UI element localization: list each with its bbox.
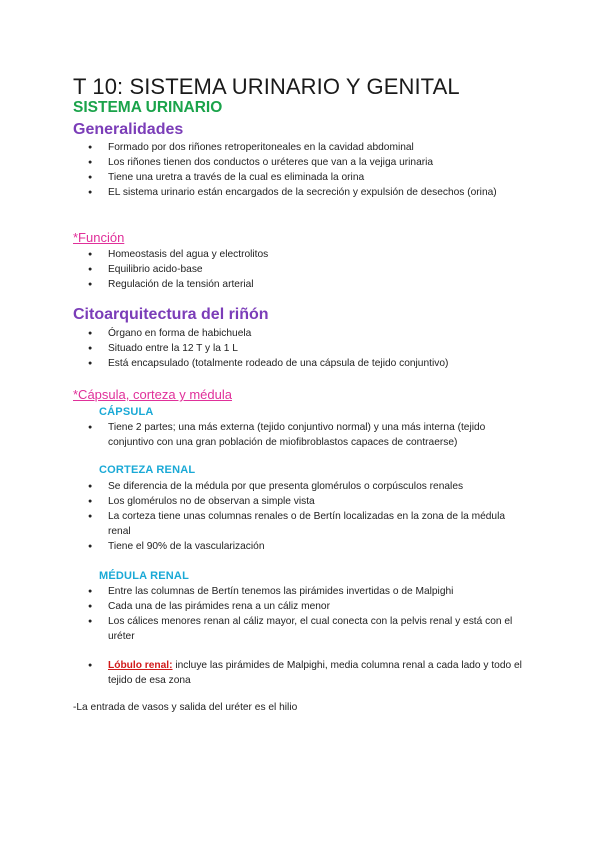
list-item: ● Situado entre la 12 T y la 1 L xyxy=(84,341,524,356)
list-item: ● Homeostasis del agua y electrolitos xyxy=(84,247,524,262)
subheading-corteza-renal: CORTEZA RENAL xyxy=(99,464,196,476)
list-item: ● Está encapsulado (totalmente rodeado de una cápsula de tejido conjuntivo) xyxy=(84,356,524,371)
heading-citoarquitectura: Citoarquitectura del riñón xyxy=(73,306,269,323)
list-citoarquitectura xyxy=(84,326,524,371)
page-title: T 10: SISTEMA URINARIO Y GENITAL xyxy=(73,74,460,99)
list-item: ● Se diferencia de la médula por que presenta glomérulos o corpúsculos renales xyxy=(84,479,524,494)
list-item-lobulo xyxy=(84,658,524,688)
heading-capsula-corteza-medula: *Cápsula, corteza y médula xyxy=(73,387,232,402)
list-corteza xyxy=(84,479,524,554)
list-item: ● Cada una de las pirámides rena a un cáliz menor xyxy=(84,599,524,614)
list-generalidades xyxy=(84,140,524,200)
list-capsula xyxy=(84,420,524,450)
list-item: ● Entre las columnas de Bertín tenemos las pirámides invertidas o de Malpighi xyxy=(84,584,524,599)
lobulo-label: Lóbulo renal: xyxy=(108,660,173,671)
heading-generalidades: Generalidades xyxy=(73,121,184,138)
list-item: ● Tiene una uretra a través de la cual es eliminada la orina xyxy=(84,170,524,185)
list-item: ● Equilibrio acido-base xyxy=(84,262,524,277)
list-item: ● Los cálices menores renan al cáliz mayor, el cual conecta con la pelvis renal y está con el uréter xyxy=(84,614,524,644)
list-lobulo xyxy=(84,658,524,688)
list-funcion xyxy=(84,247,524,292)
subheading-capsula: CÁPSULA xyxy=(99,406,154,418)
heading-funcion: *Función xyxy=(73,230,125,245)
list-item: ● EL sistema urinario están encargados de la secreción y expulsión de desechos (orina) xyxy=(84,185,524,200)
list-item: ● Órgano en forma de habichuela xyxy=(84,326,524,341)
section-heading-urinario: SISTEMA URINARIO xyxy=(73,99,223,116)
list-item: ● Tiene 2 partes; una más externa (tejido conjuntivo normal) y una más interna (tejido conjuntivo con una gran población de miofibroblastos capaces de contraerse) xyxy=(84,420,524,450)
footer-note: -La entrada de vasos y salida del uréter es el hilio xyxy=(73,702,298,713)
list-item: ● La corteza tiene unas columnas renales o de Bertín localizadas en la zona de la médula renal xyxy=(84,509,524,539)
lobulo-text: incluye las pirámides de Malpighi, media columna renal a cada lado y todo el tejido de esa zona xyxy=(108,660,522,686)
list-item: ● Los riñones tienen dos conductos o uréteres que van a la vejiga urinaria xyxy=(84,155,524,170)
list-item: ● Formado por dos riñones retroperitoneales en la cavidad abdominal xyxy=(84,140,524,155)
list-medula xyxy=(84,584,524,644)
list-item: ● Tiene el 90% de la vascularización xyxy=(84,539,524,554)
list-item: ● Los glomérulos no de observan a simple vista xyxy=(84,494,524,509)
list-item: ● Regulación de la tensión arterial xyxy=(84,277,524,292)
subheading-medula-renal: MÉDULA RENAL xyxy=(99,570,189,582)
